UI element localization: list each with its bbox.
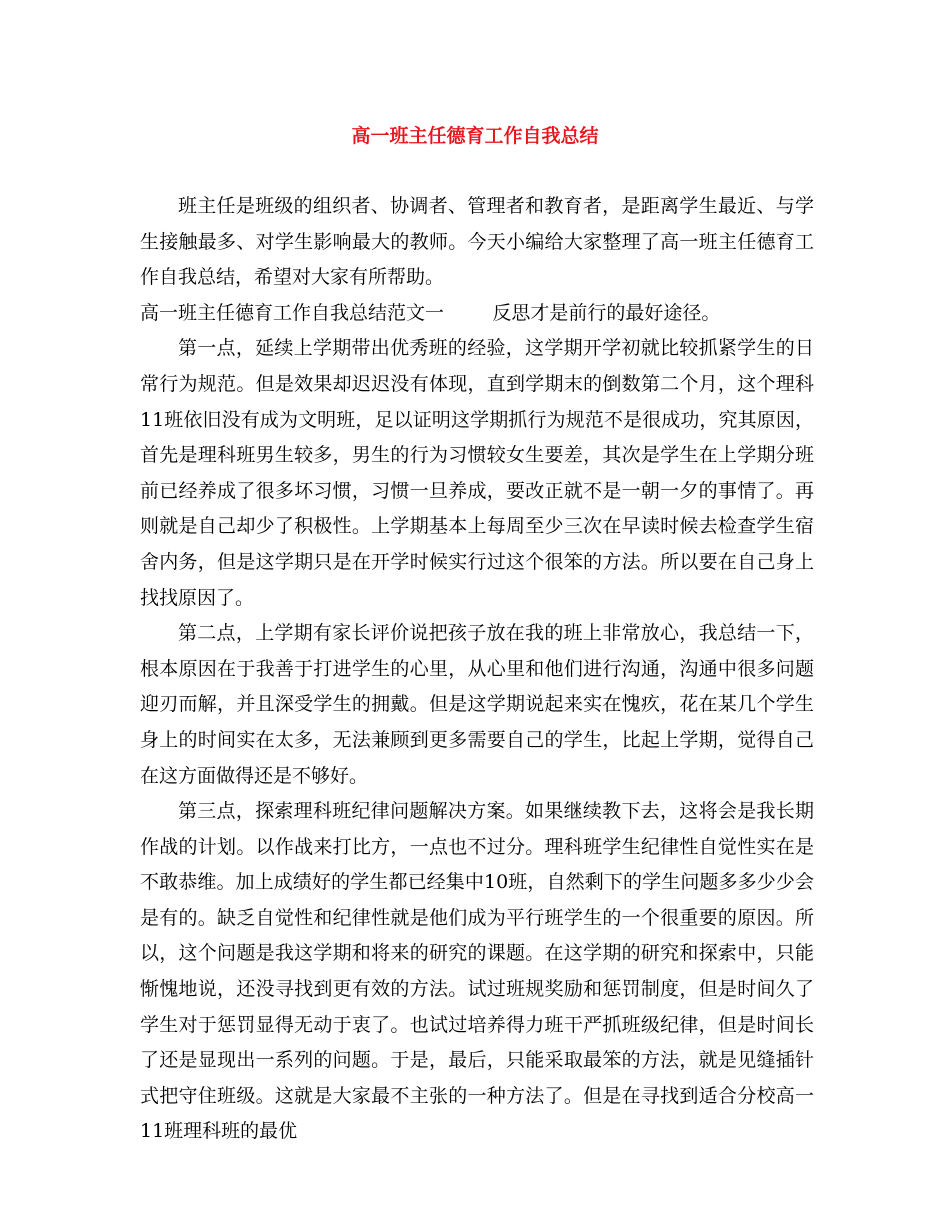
point-two-paragraph: 第二点，上学期有家长评价说把孩子放在我的班上非常放心，我总结一下，根本原因在于我善于打进学生的心里，从心里和他们进行沟通，沟通中很多问题迎刃而解，并且深受学生的拥戴。但是这学期说起来实在愧疚，花在某几个学生身上的时间实在太多，无法兼顾到更多需要自己的学生，比起上学期，觉得自己在这方面做得还是不够好。 <box>140 622 814 787</box>
section-heading: 高一班主任德育工作自我总结范文一 反思才是前行的最好途径。 <box>140 301 721 324</box>
document-title: 高一班主任德育工作自我总结 <box>351 125 599 147</box>
point-one-paragraph: 第一点，延续上学期带出优秀班的经验，这学期开学初就比较抓紧学生的日常行为规范。但是效果却迟迟没有体现，直到学期末的倒数第二个月，这个理科11班依旧没有成为文明班，足以证明这学期抓行为规范不是很成功，究其原因，首先是理科班男生较多，男生的行为习惯较女生要差，其次是学生在上学期分班前已经养成了很多坏习惯，习惯一旦养成，要改正就不是一朝一夕的事情了。再则就是自己却少了积极性。上学期基本上每周至少三次在早读时候去检查学生宿舍内务，但是这学期只是在开学时候实行过这个很笨的方法。所以要在自己身上找找原因了。 <box>140 337 814 609</box>
document-body <box>140 189 814 1150</box>
point-three-paragraph: 第三点，探索理科班纪律问题解决方案。如果继续教下去，这将会是我长期作战的计划。以作战来打比方，一点也不过分。理科班学生纪律性自觉性实在是不敢恭维。加上成绩好的学生都已经集中10班，自然剩下的学生问题多多少少会是有的。缺乏自觉性和纪律性就是他们成为平行班学生的一个很重要的原因。所以，这个问题是我这学期和将来的研究的课题。在这学期的研究和探索中，只能惭愧地说，还没寻找到更有效的方法。试过班规奖励和惩罚制度，但是时间久了学生对于惩罚显得无动于衷了。也试过培养得力班干严抓班级纪律，但是时间长了还是显现出一系列的问题。于是，最后，只能采取最笨的方法，就是见缝插针式把守住班级。这就是大家最不主张的一种方法了。但是在寻找到适合分校高一11班理科班的最优 <box>140 800 814 1143</box>
intro-paragraph: 班主任是班级的组织者、协调者、管理者和教育者，是距离学生最近、与学生接触最多、对学生影响最大的教师。今天小编给大家整理了高一班主任德育工作自我总结，希望对大家有所帮助。 <box>140 195 814 289</box>
